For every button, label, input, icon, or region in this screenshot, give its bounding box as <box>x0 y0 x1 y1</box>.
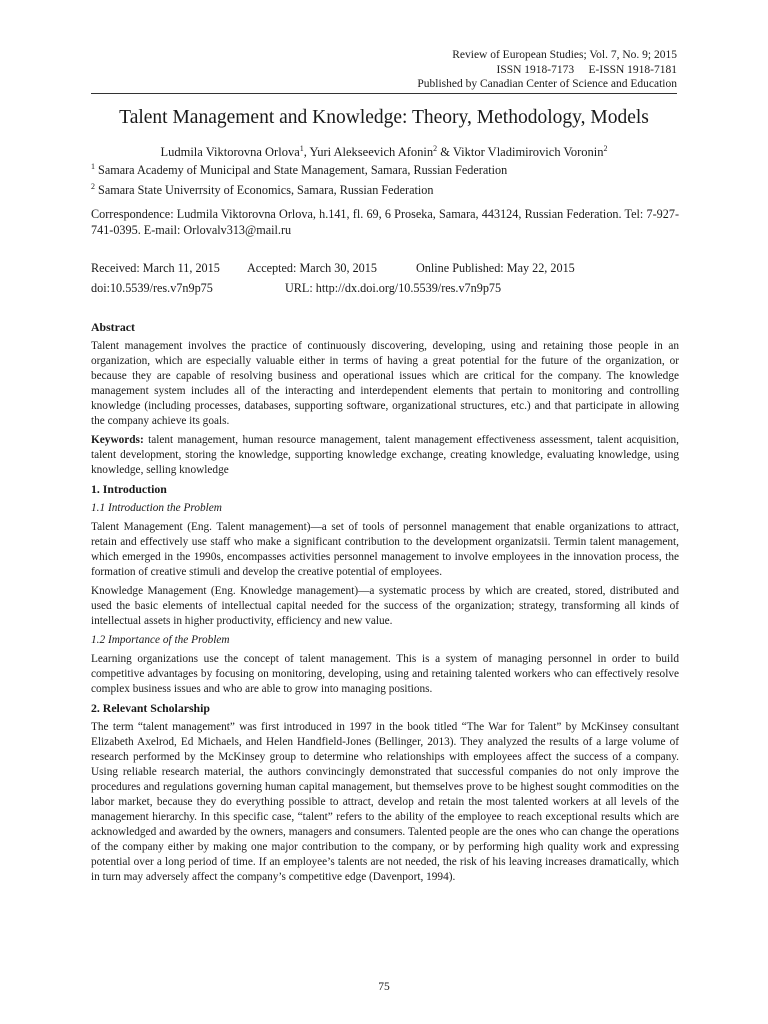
paragraph: Talent Management (Eng. Talent management)—a set of tools of personnel management that enable organizations to attract, retain and effectively use staff who make a significant contribution to the development organizatsii. Termin talent management, which emerged in the 1990s, encompasses activities personnel management to involve employees in the innovation process, the formation of creative stimuli and develop the creative potential of employees. <box>91 521 679 578</box>
paper-title: Talent Management and Knowledge: Theory, Methodology, Models <box>119 107 649 128</box>
online-published-date: Online Published: May 22, 2015 <box>416 261 575 275</box>
accepted-date: Accepted: March 30, 2015 <box>247 261 377 275</box>
author-separator: , <box>303 145 310 159</box>
affiliation-text: Samara State Univerrsity of Economics, Samara, Russian Federation <box>95 183 434 197</box>
affiliation-number: 1 <box>91 161 95 171</box>
publisher-line: Published by Canadian Center of Science and Education <box>417 78 677 90</box>
subsection-heading: 1.1 Introduction the Problem <box>91 502 222 514</box>
subsection-heading: 1.2 Importance of the Problem <box>91 634 230 646</box>
doi-url: URL: http://dx.doi.org/10.5539/res.v7n9p75 <box>285 281 502 295</box>
paragraph: The term “talent management” was first introduced in 1997 in the book titled “The War for Talent” by McKinsey consultant Elizabeth Axelrod, Ed Michaels, and Helen Handfield-Jones (Bellinger, 2013). They analyzed the results of a large volume of research performed by the McKinsey group to determine who relationships with employees affect the success of a company. Using reliable research material, the authors convincingly demonstrated that successful companies do not only improve the procedures and regulations governing human capital management, but themselves prove to be highest sought commodities on the labor market, because they do everything possible to attract, develop and retain the most talented workers at all levels of the management hierarchy. In this specific case, “talent” refers to the ability of the employee to reach exceptional results which are acknowledged and awarded by the owners, managers and consumers. Talented people are the ones who can change the operations of the company either by making one major contribution to the company, or by performing high quality work and expressing potential over a long period of time. If an employee’s talents are not needed, the risk of his leaving increases dramatically, which in turn may adversely affect the company’s competitive edge (Davenport, 1994). <box>91 721 679 883</box>
affiliation-2 <box>91 183 433 198</box>
keywords-label: Keywords: <box>91 434 144 446</box>
author-2: Yuri Alekseevich Afonin <box>309 145 434 159</box>
received-date: Received: March 11, 2015 <box>91 261 220 275</box>
author-separator: & <box>437 145 453 159</box>
journal-header <box>417 48 677 92</box>
doi: doi:10.5539/res.v7n9p75 <box>91 281 213 295</box>
journal-citation-line: Review of European Studies; Vol. 7, No. 9; 2015 <box>452 49 677 61</box>
section-heading-relevant-scholarship: 2. Relevant Scholarship <box>91 701 210 715</box>
issn-line: ISSN 1918-7173 E-ISSN 1918-7181 <box>496 63 677 76</box>
section-heading-introduction: 1. Introduction <box>91 482 167 496</box>
paragraph: Learning organizations use the concept of talent management. This is a system of managing personnel in order to build competitive advantages by focusing on monitoring, developing, using and retaining talented workers who can effectively resolve complex business issues and who are able to grow into managing positions. <box>91 653 679 695</box>
header-rule <box>91 93 677 94</box>
affiliation-text: Samara Academy of Municipal and State Management, Samara, Russian Federation <box>95 163 508 177</box>
author-list <box>91 145 677 160</box>
correspondence: Correspondence: Ludmila Viktorovna Orlova, h.141, fl. 69, 6 Proseka, Samara, 443124, Russian Federation. Tel: 7-927-741-0395. E-mail: Orlovalv313@mail.ru <box>91 207 679 237</box>
paragraph: Knowledge Management (Eng. Knowledge management)—a systematic process by which are created, stored, distributed and used the basic elements of intellectual capital needed for the success of the organization; strategy, transforming all kinds of intellectual assets in higher productivity, efficiency and new value. <box>91 585 679 627</box>
keywords <box>91 433 679 478</box>
author-3-affil: 2 <box>603 143 608 153</box>
affiliation-1 <box>91 163 507 178</box>
author-3: Viktor Vladimirovich Voronin <box>452 145 604 159</box>
abstract-heading: Abstract <box>91 320 135 334</box>
keywords-text: talent management, human resource management, talent management effectiveness assessment, talent acquisition, talent development, storing the knowledge, supporting knowledge exchange, creating knowledge, evaluating knowledge, using knowledge, selling knowledge <box>91 434 679 476</box>
abstract-text: Talent management involves the practice of continuously discovering, developing, using and retaining those people in an organization, which are especially valuable either in terms of having a great potential for the future of the organization, or because they are capable of resolving business and operational issues which are critical for the company. The knowledge management system includes all of the interacting and interdependent elements that pertain to monitoring and controlling knowledge (including processes, databases, supporting software, organizational structures, etc.) and that participate in allowing the company achieve its goals. <box>91 340 679 427</box>
author-1: Ludmila Viktorovna Orlova <box>160 145 300 159</box>
page-number: 75 <box>378 981 390 993</box>
affiliation-number: 2 <box>91 181 95 191</box>
author-2-affil: 2 <box>433 143 438 153</box>
author-1-affil: 1 <box>299 143 304 153</box>
paper-body <box>91 320 679 889</box>
